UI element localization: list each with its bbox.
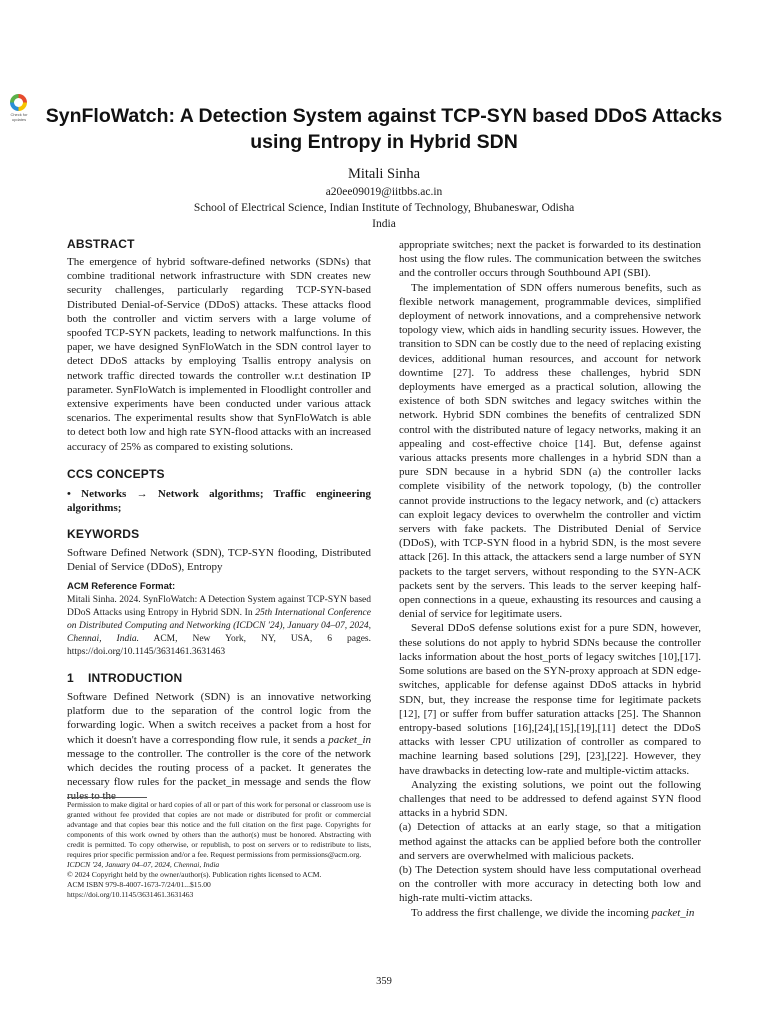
keywords-text: Software Defined Network (SDN), TCP-SYN flooding, Distributed Denial of Service (DDoS), Entropy [67, 547, 371, 574]
footnote-doi[interactable]: https://doi.org/10.1145/3631461.3631463 [67, 890, 194, 899]
section-title: INTRODUCTION [88, 671, 183, 685]
challenge-b: (b) The Detection system should have less computational overhead on the controller with more accuracy in detecting both low and high-rate multi-victim attacks. [399, 863, 701, 905]
footnote [67, 800, 371, 900]
page-number: 359 [376, 976, 392, 987]
check-for-updates-badge[interactable] [6, 94, 32, 124]
footnote-copyright: © 2024 Copyright held by the owner/author(s). Publication rights licensed to ACM. [67, 870, 322, 879]
intro-text-a: Software Defined Network (SDN) is an innovative networking platform due to the separation of the control logic from the forwarding logic. When a switch receives a packet from a host for which it doesn't have a corresponding flow rule, it sends a [67, 691, 371, 746]
intro-paragraph-r4: Analyzing the existing solutions, we point out the following challenges that need to be addressed to defend against SYN flood attacks in a hybrid SDN. [399, 778, 701, 820]
badge-label: Check for updates [10, 112, 28, 122]
acm-ref-publisher: ACM, New York, NY, USA, 6 pages. https://doi.org/10.1145/3631461.3631463 [67, 634, 371, 658]
footnote-separator [67, 797, 147, 798]
right-column [399, 238, 701, 920]
acm-ref-heading: ACM Reference Format: [67, 581, 176, 592]
challenge-a: (a) Detection of attacks at an early stage, so that a mitigation method against the attacks can be applied before both the controller and servers are overwhelmed with malicious packets. [399, 821, 701, 862]
footnote-isbn: ACM ISBN 979-8-4007-1673-7/24/01...$15.00 [67, 880, 211, 889]
abstract-text [67, 255, 371, 454]
intro-paragraph-r7: To address the first challenge, we divide the incoming [411, 906, 652, 919]
intro-paragraph-r1: appropriate switches; next the packet is forwarded to its destination host using the flow rules. The communication between the switches and the controller occurs through Southbound API (SBI). [399, 239, 701, 280]
intro-heading [67, 671, 182, 685]
crossmark-icon [10, 94, 27, 111]
abstract-body: The emergence of hybrid software-defined networks (SDNs) that combine traditional network infrastructure with SDN creates new security challenges, particularly regarding TCP-SYN-based Distributed Denial-of-Service (DDoS) attacks. These attacks flood both the controller and victim servers with a large volume of spoofed TCP-SYN packets, leading to network malfunctions. In this paper, we have designed SynFloWatch in the SDN control layer to detect DDoS attacks by employing Tsallis entropy analysis on network traffic directed towards the controller w.r.t destination IP parameter. SynFloWatch is implemented in Floodlight controller and extensive experiments have been conducted under various attack scenarios. The experimental results show that SynFloWatch is able to detect both low and high rate SYN-flood attacks with an increased accuracy of 25% as compared to existing solutions. [67, 256, 371, 453]
intro-paragraph-r3: Several DDoS defense solutions exist for a pure SDN, however, these solutions do not apply to hybrid SDNs because the controller lacks information about the host_ports of legacy switches [10],[17]. Some solutions are based on the SYN-proxy approach at SDN edge-switches, applicable for defense against DDoS attacks in hybrid SDN, but, they increase the response time for legitimate packets [12], [7] or suffer from buffer saturation attacks [25]. The Shannon entropy-based solutions [16],[24],[15],[19],[11] detect the DDoS attacks with lesser CPU utilization of controller as compared to machine learning based solutions [29], [23],[22]. However, they have drawbacks in detecting low-rate and multiple-victim attacks. [399, 622, 701, 777]
intro-paragraph-1 [67, 690, 371, 804]
keywords-heading: KEYWORDS [67, 527, 140, 541]
acm-ref-citation: Mitali Sinha. 2024. SynFloWatch: A Detection System against TCP-SYN based DDoS Attacks using Entropy in Hybrid SDN. In [67, 595, 371, 619]
author-name: Mitali Sinha [347, 166, 421, 182]
author-affiliation: School of Electrical Science, Indian Institute of Technology, Bhubaneswar, Odisha [193, 202, 575, 214]
ccs-heading: CCS CONCEPTS [67, 467, 165, 481]
footnote-permission: Permission to make digital or hard copies of all or part of this work for personal or classroom use is granted without fee provided that copies are not made or distributed for profit or commercial advantage and that copies bear this notice and the full citation on the first page. Copyrights for components of this work owned by others than the author(s) must be honored. Abstracting with credit is permitted. To copy otherwise, or republish, to post on servers or to redistribute to lists, requires prior specific permission and/or a fee. Request permissions from permissions@acm.org. [67, 800, 371, 859]
intro-text-b: message to the controller. The controller is the core of the network which decides the routing process of a packet. It generates the necessary flow rules for the packet_in message and sends the flow rules to the [67, 747, 371, 803]
acm-ref-text [67, 594, 371, 659]
footnote-conference: ICDCN '24, January 04–07, 2024, Chennai, India [67, 860, 220, 869]
author-country: India [372, 218, 396, 230]
acm-reference [67, 580, 371, 659]
intro-term-r7: packet_in [651, 906, 695, 919]
author-email: a20ee09019@iitbbs.ac.in [325, 186, 443, 198]
intro-paragraph-r2: The implementation of SDN offers numerous benefits, such as flexible network management, programmable devices, simplified deployment of network innovations, and a comprehensive network topology view, which aids in handling security issues. However, the transition to SDN can be costly due to the need of replacing existing devices, additional human resources, and account for network downtime [27]. To address these challenges, hybrid SDN deployments have emerged as a practical solution, allowing the existence of both SDN switches and legacy switches within the network. Hybrid SDN combines the benefits of centralized SDN control with the distributed nature of legacy networks, making it an appealing and cost-effective choice [14]. But, defense against various attacks presents more challenges in a hybrid SDN than a pure SDN because in a hybrid SDN (a) the controller lacks complete visibility of the network topology, (b) the controller cannot provide instructions to the legacy network, and (c) attackers can exploit legacy devices to overwhelm the controller and victim servers with fake packets. The Distributed Denial of Service (DDoS), with TCP-SYN flood in a hybrid SDN, is the most severe attack [26]. In this attack, the attackers send a large number of SYN packets to the target servers, without responding to the SYN-ACK packets sent by the servers. This leads to the server keeping half-open connections in a queue, exhausting its resources and causing a denial of service for legitimate users. [399, 281, 701, 621]
abstract-heading: ABSTRACT [67, 237, 135, 251]
ccs-text: • Networks → Network algorithms; Traffic engineering algorithms; [67, 488, 371, 515]
paper-title: SynFloWatch: A Detection System against TCP-SYN based DDoS Attacks using Entropy in Hybrid SDN [45, 105, 723, 153]
acm-ref-venue: 25th International Conference on Distributed Computing and Networking (ICDCN '24), January 04–07, 2024, Chennai, India. [67, 608, 371, 645]
section-number: 1 [67, 671, 74, 685]
intro-term: packet_in [328, 733, 371, 746]
